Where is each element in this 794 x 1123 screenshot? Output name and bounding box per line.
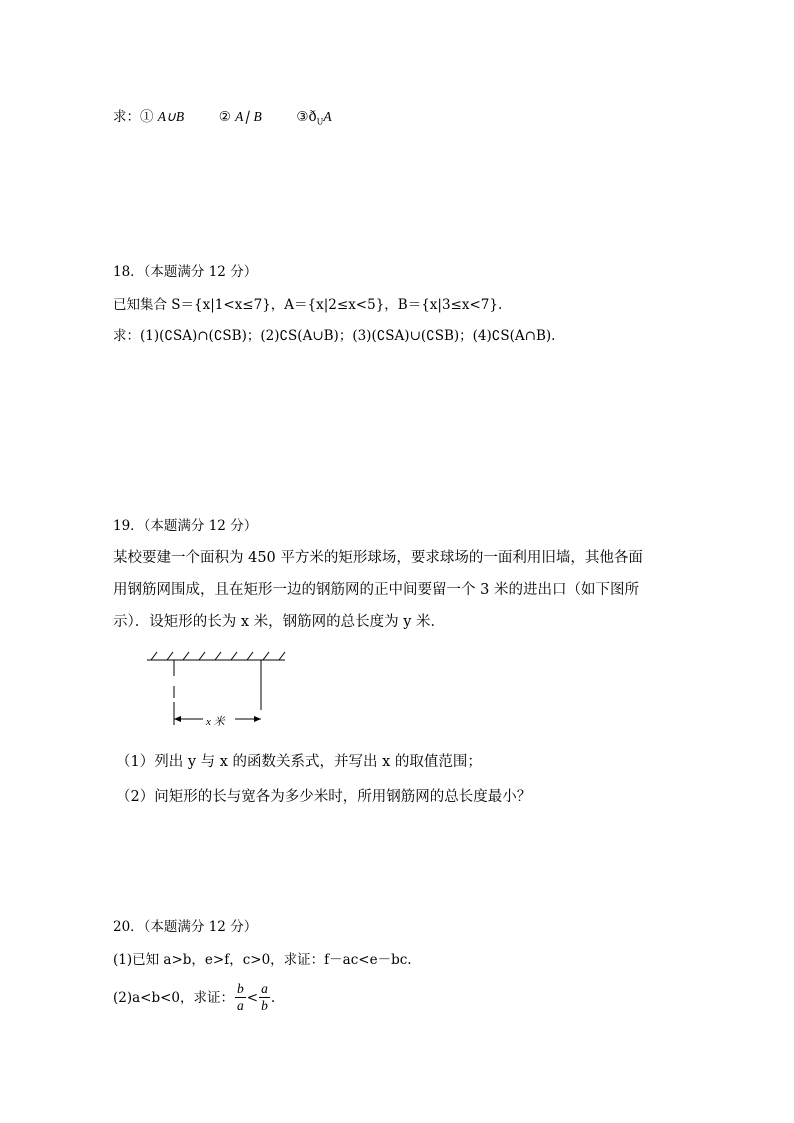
wall-hatch	[151, 652, 157, 660]
q19-para-line2: 用钢筋网围成，且在矩形一边的钢筋网的正中间要留一个 3 米的进出口（如下图所	[113, 582, 639, 598]
wall-hatch	[183, 652, 189, 660]
wall-hatch	[247, 652, 253, 660]
wall-hatch	[215, 652, 221, 660]
less-than-sign: <	[246, 989, 259, 1006]
dimension-arrow-left	[174, 716, 181, 722]
period: .	[270, 989, 276, 1006]
fraction-numerator: a	[261, 981, 268, 996]
wall-hatch	[167, 652, 173, 660]
q17-tail	[113, 108, 332, 132]
fraction-denominator: b	[261, 998, 268, 1013]
q20-part-2	[113, 981, 275, 1014]
q18-line2: 求：(1)(∁SA)∩(∁SB)；(2)∁S(A∪B)；(3)(∁SA)∪(∁SB)；(4)∁S(A∩B).	[113, 328, 556, 344]
wall-hatch	[263, 652, 269, 660]
q17-item-1-expr: A∪B	[157, 109, 185, 124]
complement-subscript: U	[316, 117, 324, 127]
q20-part-1: (1)已知 a>b，e>f，c>0，求证：f－ac<e－bc.	[113, 952, 412, 968]
dimension-arrow-right	[254, 716, 261, 722]
fraction-numerator: b	[237, 981, 244, 996]
q17-prefix: 求：	[113, 109, 140, 125]
fraction-a-over-b	[259, 981, 270, 1014]
q18-line1: 已知集合 S＝{x|1<x≤7}，A＝{x|2≤x<5}，B＝{x|3≤x<7}.	[113, 297, 503, 313]
figure-dimension-label: x 米	[206, 716, 225, 728]
q17-item-3-mark: ③	[296, 109, 309, 125]
q17-item-2-expr: A∣ B	[235, 109, 262, 124]
q20-part-2-prefix: (2)a<b<0，求证：	[113, 989, 235, 1006]
q19-para-line3: 示）．设矩形的长为 x 米，钢筋网的总长度为 y 米．	[113, 614, 446, 630]
wall-hatch	[199, 652, 205, 660]
q19-para-line1: 某校要建一个面积为 450 平方米的矩形球场，要求球场的一面利用旧墙，其他各面	[113, 550, 643, 566]
wall-hatch	[231, 652, 237, 660]
wall-hatch	[279, 652, 285, 660]
rectangle-field-figure	[145, 650, 305, 730]
q19-subquestion-2: （2）问矩形的长与宽各为多少米时，所用钢筋网的总长度最小？	[116, 789, 532, 805]
q20-header: 20．（本题满分 12 分）	[113, 919, 258, 935]
q18-header: 18．（本题满分 12 分）	[113, 264, 258, 280]
q17-item-2-mark: ②	[218, 109, 231, 125]
q19-header: 19．（本题满分 12 分）	[113, 518, 258, 534]
complement-symbol: ð	[308, 109, 317, 125]
q17-item-3-expr: A	[323, 109, 332, 124]
fraction-denominator: a	[237, 998, 244, 1013]
q17-item-1-mark: ①	[140, 109, 154, 125]
q19-subquestion-1: （1）列出 y 与 x 的函数关系式，并写出 x 的取值范围；	[116, 754, 482, 770]
fraction-b-over-a	[235, 981, 246, 1014]
